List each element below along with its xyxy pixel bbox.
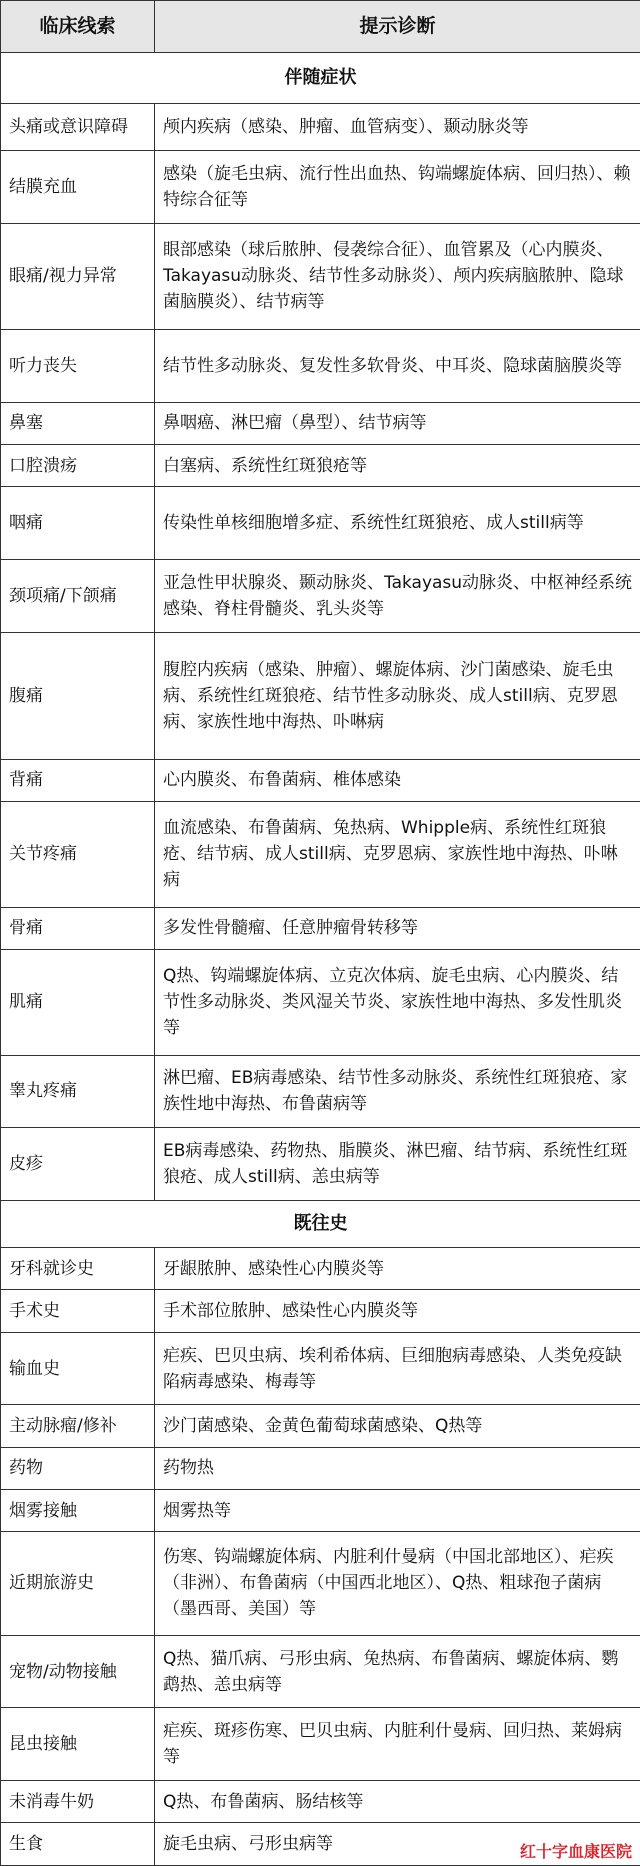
suggested-diagnosis-cell: Q热、钩端螺旋体病、立克次体病、旋毛虫病、心内膜炎、结节性多动脉炎、类风湿关节炎、家族性地中海热、多发性肌炎等 bbox=[155, 949, 640, 1055]
suggested-diagnosis-cell: 烟雾热等 bbox=[155, 1489, 640, 1531]
table-row bbox=[1, 759, 640, 801]
watermark-logo-text: 红十字血康医院 bbox=[518, 1839, 634, 1862]
clinical-clue-cell: 生食 bbox=[1, 1823, 155, 1866]
table-row bbox=[1, 402, 640, 444]
table-row bbox=[1, 632, 640, 759]
suggested-diagnosis-cell: 腹腔内疾病（感染、肿瘤）、螺旋体病、沙门菌感染、旋毛虫病、系统性红斑狼疮、结节性多动脉炎、成人still病、克罗恩病、家族性地中海热、卟啉病 bbox=[155, 632, 640, 759]
clinical-clue-cell: 药物 bbox=[1, 1447, 155, 1489]
clinical-clue-cell: 咽痛 bbox=[1, 487, 155, 560]
table-row bbox=[1, 1532, 640, 1635]
suggested-diagnosis-cell: 感染（旋毛虫病、流行性出血热、钩端螺旋体病、回归热）、赖特综合征等 bbox=[155, 151, 640, 224]
table-row bbox=[1, 1781, 640, 1823]
clinical-clue-cell: 眼痛/视力异常 bbox=[1, 224, 155, 330]
header-clinical-clue: 临床线索 bbox=[1, 1, 155, 53]
clinical-clue-cell: 皮疹 bbox=[1, 1128, 155, 1201]
suggested-diagnosis-cell: 鼻咽癌、淋巴瘤（鼻型）、结节病等 bbox=[155, 402, 640, 444]
section-title: 既往史 bbox=[1, 1201, 640, 1248]
clinical-clue-cell: 手术史 bbox=[1, 1290, 155, 1332]
table-row bbox=[1, 1447, 640, 1489]
suggested-diagnosis-cell: 沙门菌感染、金黄色葡萄球菌感染、Q热等 bbox=[155, 1405, 640, 1447]
table-row bbox=[1, 907, 640, 949]
clinical-clue-cell: 主动脉瘤/修补 bbox=[1, 1405, 155, 1447]
suggested-diagnosis-cell: Q热、布鲁菌病、肠结核等 bbox=[155, 1781, 640, 1823]
clinical-clue-cell: 近期旅游史 bbox=[1, 1532, 155, 1635]
table-row bbox=[1, 1332, 640, 1405]
table-row bbox=[1, 1489, 640, 1531]
section-title: 伴随症状 bbox=[1, 52, 640, 104]
suggested-diagnosis-cell: 旋毛虫病、弓形虫病等 bbox=[155, 1823, 640, 1866]
clinical-clue-cell: 骨痛 bbox=[1, 907, 155, 949]
clinical-clue-cell: 听力丧失 bbox=[1, 329, 155, 402]
suggested-diagnosis-cell: 淋巴瘤、EB病毒感染、结节性多动脉炎、系统性红斑狼疮、家族性地中海热、布鲁菌病等 bbox=[155, 1055, 640, 1128]
clinical-clue-cell: 昆虫接触 bbox=[1, 1708, 155, 1781]
suggested-diagnosis-cell: 疟疾、斑疹伤寒、巴贝虫病、内脏利什曼病、回归热、莱姆病等 bbox=[155, 1708, 640, 1781]
table-row bbox=[1, 1128, 640, 1201]
suggested-diagnosis-cell: 亚急性甲状腺炎、颞动脉炎、Takayasu动脉炎、中枢神经系统感染、脊柱骨髓炎、乳头炎等 bbox=[155, 559, 640, 632]
clinical-clue-cell: 烟雾接触 bbox=[1, 1489, 155, 1531]
table-row bbox=[1, 559, 640, 632]
suggested-diagnosis-cell: 传染性单核细胞增多症、系统性红斑狼疮、成人still病等 bbox=[155, 487, 640, 560]
table-row bbox=[1, 224, 640, 330]
clinical-clue-cell: 牙科就诊史 bbox=[1, 1248, 155, 1290]
clinical-clue-cell: 宠物/动物接触 bbox=[1, 1635, 155, 1708]
clinical-clue-cell: 背痛 bbox=[1, 759, 155, 801]
clinical-clue-cell: 结膜充血 bbox=[1, 151, 155, 224]
suggested-diagnosis-cell: 心内膜炎、布鲁菌病、椎体感染 bbox=[155, 759, 640, 801]
table-row bbox=[1, 949, 640, 1055]
clinical-clue-cell: 睾丸疼痛 bbox=[1, 1055, 155, 1128]
table-row bbox=[1, 104, 640, 151]
suggested-diagnosis-cell: Q热、猫爪病、弓形虫病、兔热病、布鲁菌病、螺旋体病、鹦鹉热、恙虫病等 bbox=[155, 1635, 640, 1708]
table-row bbox=[1, 151, 640, 224]
table-row bbox=[1, 1405, 640, 1447]
table-row bbox=[1, 1708, 640, 1781]
header-suggested-diagnosis: 提示诊断 bbox=[155, 1, 640, 53]
suggested-diagnosis-cell: 药物热 bbox=[155, 1447, 640, 1489]
table-row bbox=[1, 487, 640, 560]
clinical-clue-cell: 关节疼痛 bbox=[1, 801, 155, 907]
table-row bbox=[1, 444, 640, 486]
suggested-diagnosis-cell: 手术部位脓肿、感染性心内膜炎等 bbox=[155, 1290, 640, 1332]
clinical-clue-cell: 鼻塞 bbox=[1, 402, 155, 444]
table-row bbox=[1, 1248, 640, 1290]
clinical-clue-cell: 头痛或意识障碍 bbox=[1, 104, 155, 151]
suggested-diagnosis-cell: 多发性骨髓瘤、任意肿瘤骨转移等 bbox=[155, 907, 640, 949]
suggested-diagnosis-cell: 血流感染、布鲁菌病、兔热病、Whipple病、系统性红斑狼疮、结节病、成人still病、克罗恩病、家族性地中海热、卟啉病 bbox=[155, 801, 640, 907]
section-row bbox=[1, 52, 640, 104]
section-row bbox=[1, 1201, 640, 1248]
table-header-row bbox=[1, 1, 640, 53]
table-row bbox=[1, 1290, 640, 1332]
suggested-diagnosis-cell: 牙龈脓肿、感染性心内膜炎等 bbox=[155, 1248, 640, 1290]
suggested-diagnosis-cell: 伤寒、钩端螺旋体病、内脏利什曼病（中国北部地区）、疟疾（非洲）、布鲁菌病（中国西北地区）、Q热、粗球孢子菌病（墨西哥、美国）等 bbox=[155, 1532, 640, 1635]
clinical-clue-cell: 输血史 bbox=[1, 1332, 155, 1405]
clinical-clue-cell: 肌痛 bbox=[1, 949, 155, 1055]
table-row bbox=[1, 329, 640, 402]
suggested-diagnosis-cell: 白塞病、系统性红斑狼疮等 bbox=[155, 444, 640, 486]
table-row bbox=[1, 1055, 640, 1128]
suggested-diagnosis-cell: 结节性多动脉炎、复发性多软骨炎、中耳炎、隐球菌脑膜炎等 bbox=[155, 329, 640, 402]
suggested-diagnosis-cell: EB病毒感染、药物热、脂膜炎、淋巴瘤、结节病、系统性红斑狼疮、成人still病、恙虫病等 bbox=[155, 1128, 640, 1201]
table-row bbox=[1, 1635, 640, 1708]
suggested-diagnosis-cell: 颅内疾病（感染、肿瘤、血管病变）、颞动脉炎等 bbox=[155, 104, 640, 151]
clinical-clue-cell: 颈项痛/下颌痛 bbox=[1, 559, 155, 632]
suggested-diagnosis-cell: 眼部感染（球后脓肿、侵袭综合征）、血管累及（心内膜炎、Takayasu动脉炎、结节性多动脉炎）、颅内疾病脑脓肿、隐球菌脑膜炎）、结节病等 bbox=[155, 224, 640, 330]
clinical-clue-cell: 腹痛 bbox=[1, 632, 155, 759]
clinical-clue-cell: 未消毒牛奶 bbox=[1, 1781, 155, 1823]
clinical-clue-cell: 口腔溃疡 bbox=[1, 444, 155, 486]
suggested-diagnosis-cell: 疟疾、巴贝虫病、埃利希体病、巨细胞病毒感染、人类免疫缺陷病毒感染、梅毒等 bbox=[155, 1332, 640, 1405]
table-row bbox=[1, 801, 640, 907]
